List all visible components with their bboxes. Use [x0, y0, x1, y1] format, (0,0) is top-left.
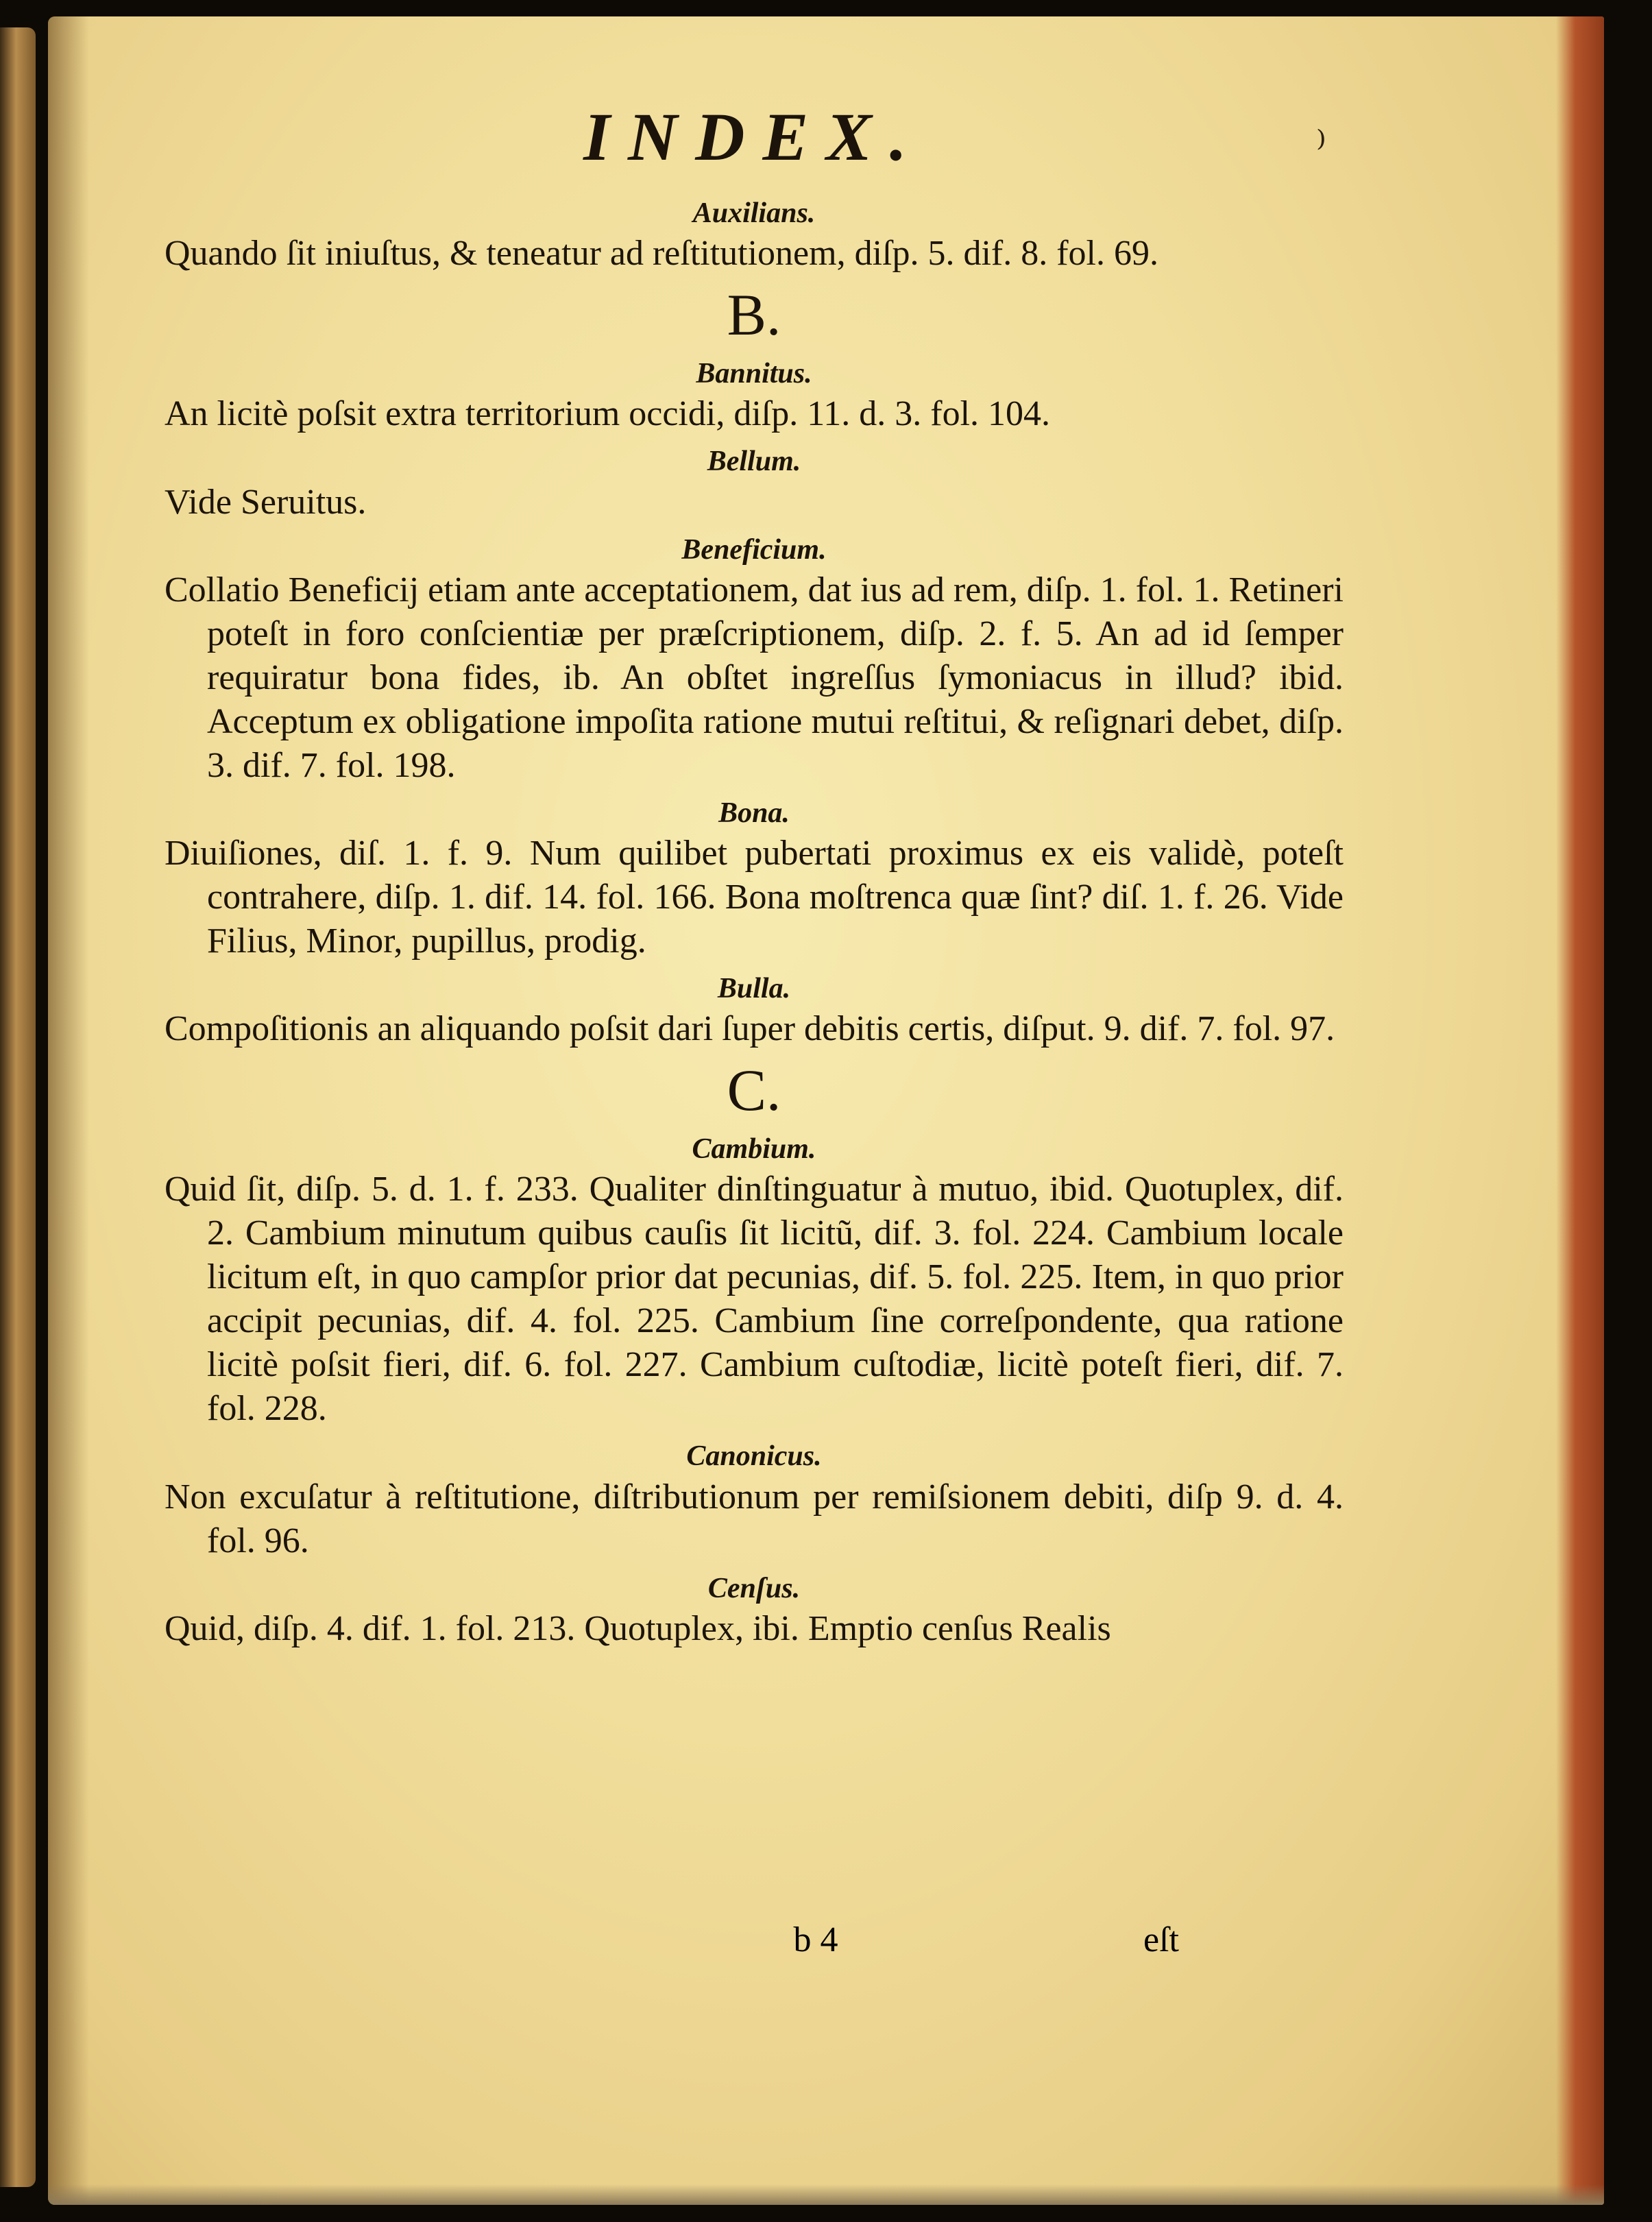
- corner-mark: ⁾: [1316, 123, 1326, 169]
- entry-heading: Bulla.: [717, 972, 791, 1004]
- gutter-shadow: [48, 16, 89, 2205]
- previous-page-edge: [0, 27, 36, 2187]
- entry-heading: Cenſus.: [707, 1572, 801, 1604]
- entry-text: Quid ſit, diſp. 5. d. 1. f. 233. Qualiter dinſtinguatur à mutuo, ibid. Quotuplex, dif. 2. Cambium minutum quibus cauſis ſit licitũ, dif. 3. fol. 224. Cambium locale licitum eſt, in quo campſor prior dat pecunias, dif. 5. fol. 225. Item, in quo prior accipit pecunias, dif. 4. fol. 225. Cambium ſine correſpondente, qua ratione licitè poſsit fieri, dif. 6. fol. 227. Cambium cuſtodiæ, licitè poteſt fieri, dif. 7. fol. 228.: [165, 1170, 1344, 1429]
- entry-heading: Cambium.: [692, 1133, 816, 1166]
- entry-heading: Auxilians.: [692, 197, 816, 229]
- entry-heading: Bannitus.: [696, 358, 812, 390]
- page-title: INDEX.: [583, 99, 925, 175]
- entry-heading: Bellum.: [707, 446, 801, 478]
- index-content: [165, 99, 1344, 1661]
- entry-heading: Canonicus.: [686, 1440, 822, 1473]
- entry-text: Compoſitionis an aliquando poſsit dari ſuper debitis certis, diſput. 9. dif. 7. fol. 97.: [165, 1009, 1335, 1049]
- entry-text: Quid, diſp. 4. dif. 1. fol. 213. Quotuplex, ibi. Emptio cenſus Realis: [165, 1608, 1111, 1648]
- entry-text: Collatio Beneficij etiam ante acceptationem, dat ius ad rem, diſp. 1. fol. 1. Retineri poteſt in foro conſcientiæ per præſcriptionem, diſp. 2. f. 5. An ad id ſemper requiratur bona fides, ib. An obſtet ingreſſus ſymoniacus in illud? ibid. Acceptum ex obligatione impoſita ratione mutui reſtitui, & reſignari debet, diſp. 3. dif. 7. fol. 198.: [165, 570, 1344, 785]
- entry-text: Quando ſit iniuſtus, & teneatur ad reſtitutionem, diſp. 5. dif. 8. fol. 69.: [165, 234, 1159, 274]
- entry-text: An licitè poſsit extra territorium occidi, diſp. 11. d. 3. fol. 104.: [165, 394, 1051, 434]
- entry-text: Diuiſiones, diſ. 1. f. 9. Num quilibet pubertati proximus ex eis validè, poteſt contrahere, diſp. 1. dif. 14. fol. 166. Bona moſtrenca quæ ſint? diſ. 1. f. 26. Vide Filius, Minor, pupillus, prodig.: [165, 833, 1344, 961]
- section-letter: C.: [727, 1057, 781, 1124]
- entry-text: Vide Seruitus.: [165, 482, 367, 522]
- page-signature: b 4: [793, 1920, 838, 1959]
- page-bottom-edge: [48, 2184, 1604, 2205]
- entry-text: Non excuſatur à reſtitutione, diſtributionum per remiſsionem debiti, diſp 9. d. 4. fol. 96.: [165, 1477, 1344, 1560]
- index-entries: [165, 197, 1344, 1651]
- page-fore-edge: [1556, 16, 1604, 2205]
- catchword: eſt: [1143, 1920, 1179, 1959]
- entry-heading: Beneficium.: [681, 533, 827, 566]
- section-letter: B.: [727, 282, 781, 348]
- entry-heading: Bona.: [718, 797, 790, 829]
